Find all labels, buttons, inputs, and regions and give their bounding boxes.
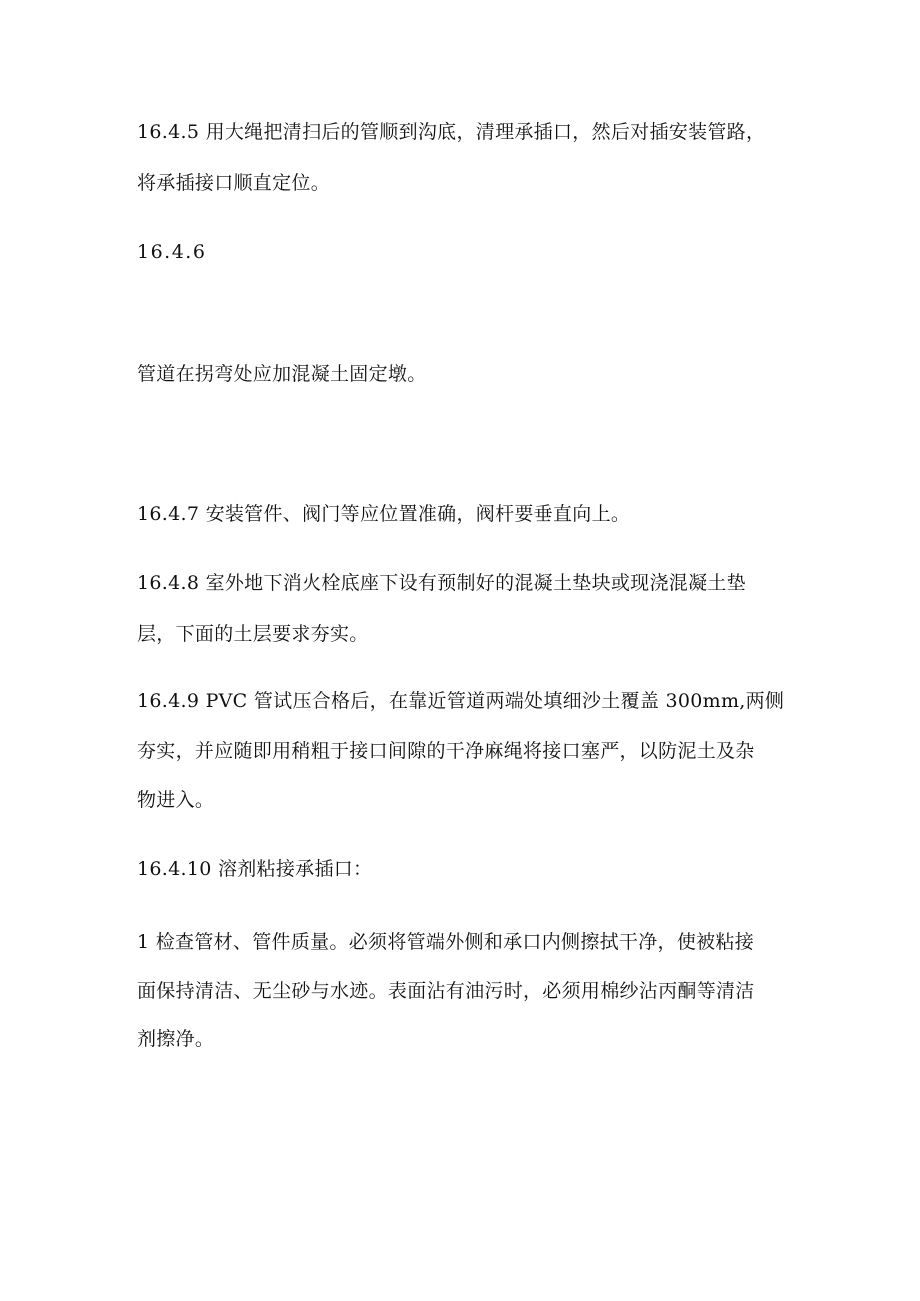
item-1-line-3: 剂擦净。: [137, 1028, 215, 1050]
para-16-4-8-line-1: 16.4.8 室外地下消火栓底座下设有预制好的混凝土垫块或现浇混凝土垫: [137, 572, 746, 594]
para-16-4-9-line-2: 夯实，并应随即用稍粗于接口间隙的干净麻绳将接口塞严，以防泥土及杂: [137, 740, 755, 762]
para-16-4-7-line-1: 16.4.7 安装管件、阀门等应位置准确，阀杆要垂直向上。: [137, 503, 631, 525]
para-16-4-8-line-2: 层，下面的土层要求夯实。: [137, 623, 369, 645]
item-1-line-1: 1 检查管材、管件质量。必须将管端外侧和承口内侧擦拭干净，使被粘接: [137, 931, 755, 953]
item-1-line-2: 面保持清洁、无尘砂与水迹。表面沾有油污时，必须用棉纱沾丙酮等清洁: [137, 980, 755, 1002]
para-16-4-5-line-1: 16.4.5 用大绳把清扫后的管顺到沟底，清理承插口，然后对插安装管路，: [137, 121, 766, 143]
para-16-4-9-line-3: 物进入。: [137, 789, 215, 811]
para-16-4-5-line-2: 将承插接口顺直定位。: [137, 172, 331, 194]
para-16-4-10-heading: 16.4.10 溶剂粘接承插口：: [137, 858, 373, 880]
para-16-4-6-number: 16.4.6: [137, 241, 207, 263]
para-16-4-6-text: 管道在拐弯处应加混凝土固定墩。: [137, 363, 427, 385]
para-16-4-9-line-1: 16.4.9 PVC 管试压合格后，在靠近管道两端处填细沙土覆盖 300mm,两侧: [137, 690, 785, 712]
